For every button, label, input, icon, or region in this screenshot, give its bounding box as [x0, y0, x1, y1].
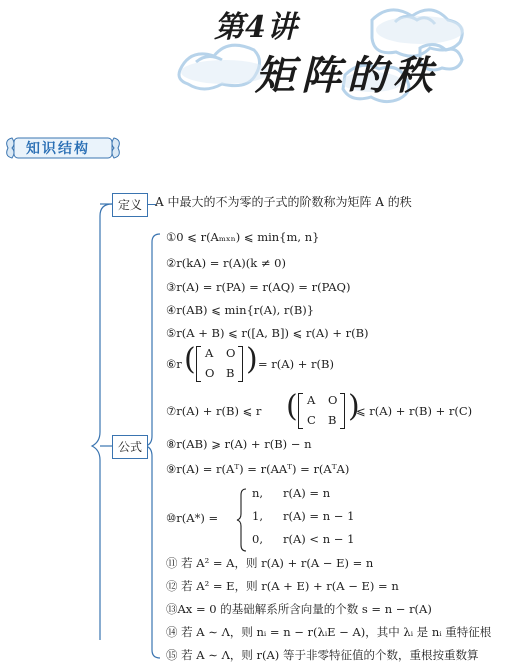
formula-item-5: ⑤r(A + B) ⩽ r([A, B]) ⩽ r(A) + r(B) — [166, 326, 369, 340]
formula-item-7-prefix: ⑦r(A) + r(B) ⩽ r — [166, 404, 262, 418]
item10-case-3-condition: r(A) < n − 1 — [283, 532, 355, 546]
item7-matrix-right-bracket — [340, 393, 345, 429]
definition-label: 定义 — [117, 198, 142, 212]
section-label: 知识结构 — [26, 141, 90, 157]
formula-box — [112, 435, 148, 459]
formula-item-12: ⑫ 若 A² = E，则 r(A + E) + r(A − E) = n — [166, 579, 399, 593]
formula-item-15: ⑮ 若 A ∼ Λ，则 r(A) 等于非零特征值的个数，重根按重数算 — [166, 648, 479, 662]
item10-case-2-condition: r(A) = n − 1 — [283, 509, 355, 523]
item10-case-1-condition: r(A) = n — [283, 486, 331, 500]
item7-matrix-a21: C — [307, 413, 316, 427]
definition-box — [112, 193, 148, 217]
formula-item-6-prefix: ⑥r — [166, 357, 182, 371]
formula-item-2: ②r(kA) = r(A)(k ≠ 0) — [166, 256, 286, 270]
item6-matrix-a21: O — [205, 366, 215, 380]
formula-item-9: ⑨r(A) = r(Aᵀ) = r(AAᵀ) = r(AᵀA) — [166, 462, 350, 476]
formula-item-7-rhs: ⩽ r(A) + r(B) + r(C) — [356, 404, 473, 418]
lecture-title: 矩阵的秩 — [255, 52, 439, 99]
item10-case-2-value: 1, — [252, 509, 263, 523]
item7-right-paren: ) — [348, 389, 360, 424]
formula-item-6-rhs: = r(A) + r(B) — [258, 357, 334, 371]
item6-matrix-a11: A — [205, 346, 214, 360]
item6-left-paren: ( — [184, 342, 196, 377]
title-banner — [0, 0, 528, 110]
item6-matrix-a22: B — [226, 366, 235, 380]
item6-right-paren: ) — [246, 342, 258, 377]
item10-case-3-value: 0, — [252, 532, 263, 546]
item10-brace — [236, 487, 248, 553]
formula-item-4: ④r(AB) ⩽ min{r(A), r(B)} — [166, 303, 315, 317]
item7-matrix-a22: B — [328, 413, 337, 427]
item10-case-1-value: n, — [252, 486, 264, 500]
item7-matrix-a11: A — [307, 393, 316, 407]
item6-matrix-left-bracket — [196, 346, 201, 382]
formula-item-8: ⑧r(AB) ⩾ r(A) + r(B) − n — [166, 437, 312, 451]
item7-left-paren: ( — [286, 389, 298, 424]
definition-text: A 中最大的不为零的子式的阶数称为矩阵 A 的秩 — [155, 195, 412, 209]
section-header — [4, 135, 122, 161]
formula-item-14: ⑭ 若 A ∼ Λ，则 nᵢ = n − r(λᵢE − A)，其中 λᵢ 是 nᵢ 重特征根 — [166, 625, 492, 639]
formula-item-13: ⑬Ax = 0 的基础解系所含向量的个数 s = n − r(A) — [166, 602, 432, 616]
item7-matrix-left-bracket — [298, 393, 303, 429]
item7-matrix-a12: O — [328, 393, 338, 407]
formula-label: 公式 — [117, 440, 142, 454]
item6-matrix-right-bracket — [238, 346, 243, 382]
formula-item-3: ③r(A) = r(PA) = r(AQ) = r(PAQ) — [166, 280, 351, 294]
formula-item-10-prefix: ⑩r(A*) = — [166, 511, 219, 525]
formula-item-1: ①0 ⩽ r(Aₘₓₙ) ⩽ min{m, n} — [166, 230, 320, 244]
formula-item-11: ⑪ 若 A² = A，则 r(A) + r(A − E) = n — [166, 556, 374, 570]
lecture-number: 第4讲 — [214, 10, 298, 45]
item6-matrix-a12: O — [226, 346, 236, 360]
